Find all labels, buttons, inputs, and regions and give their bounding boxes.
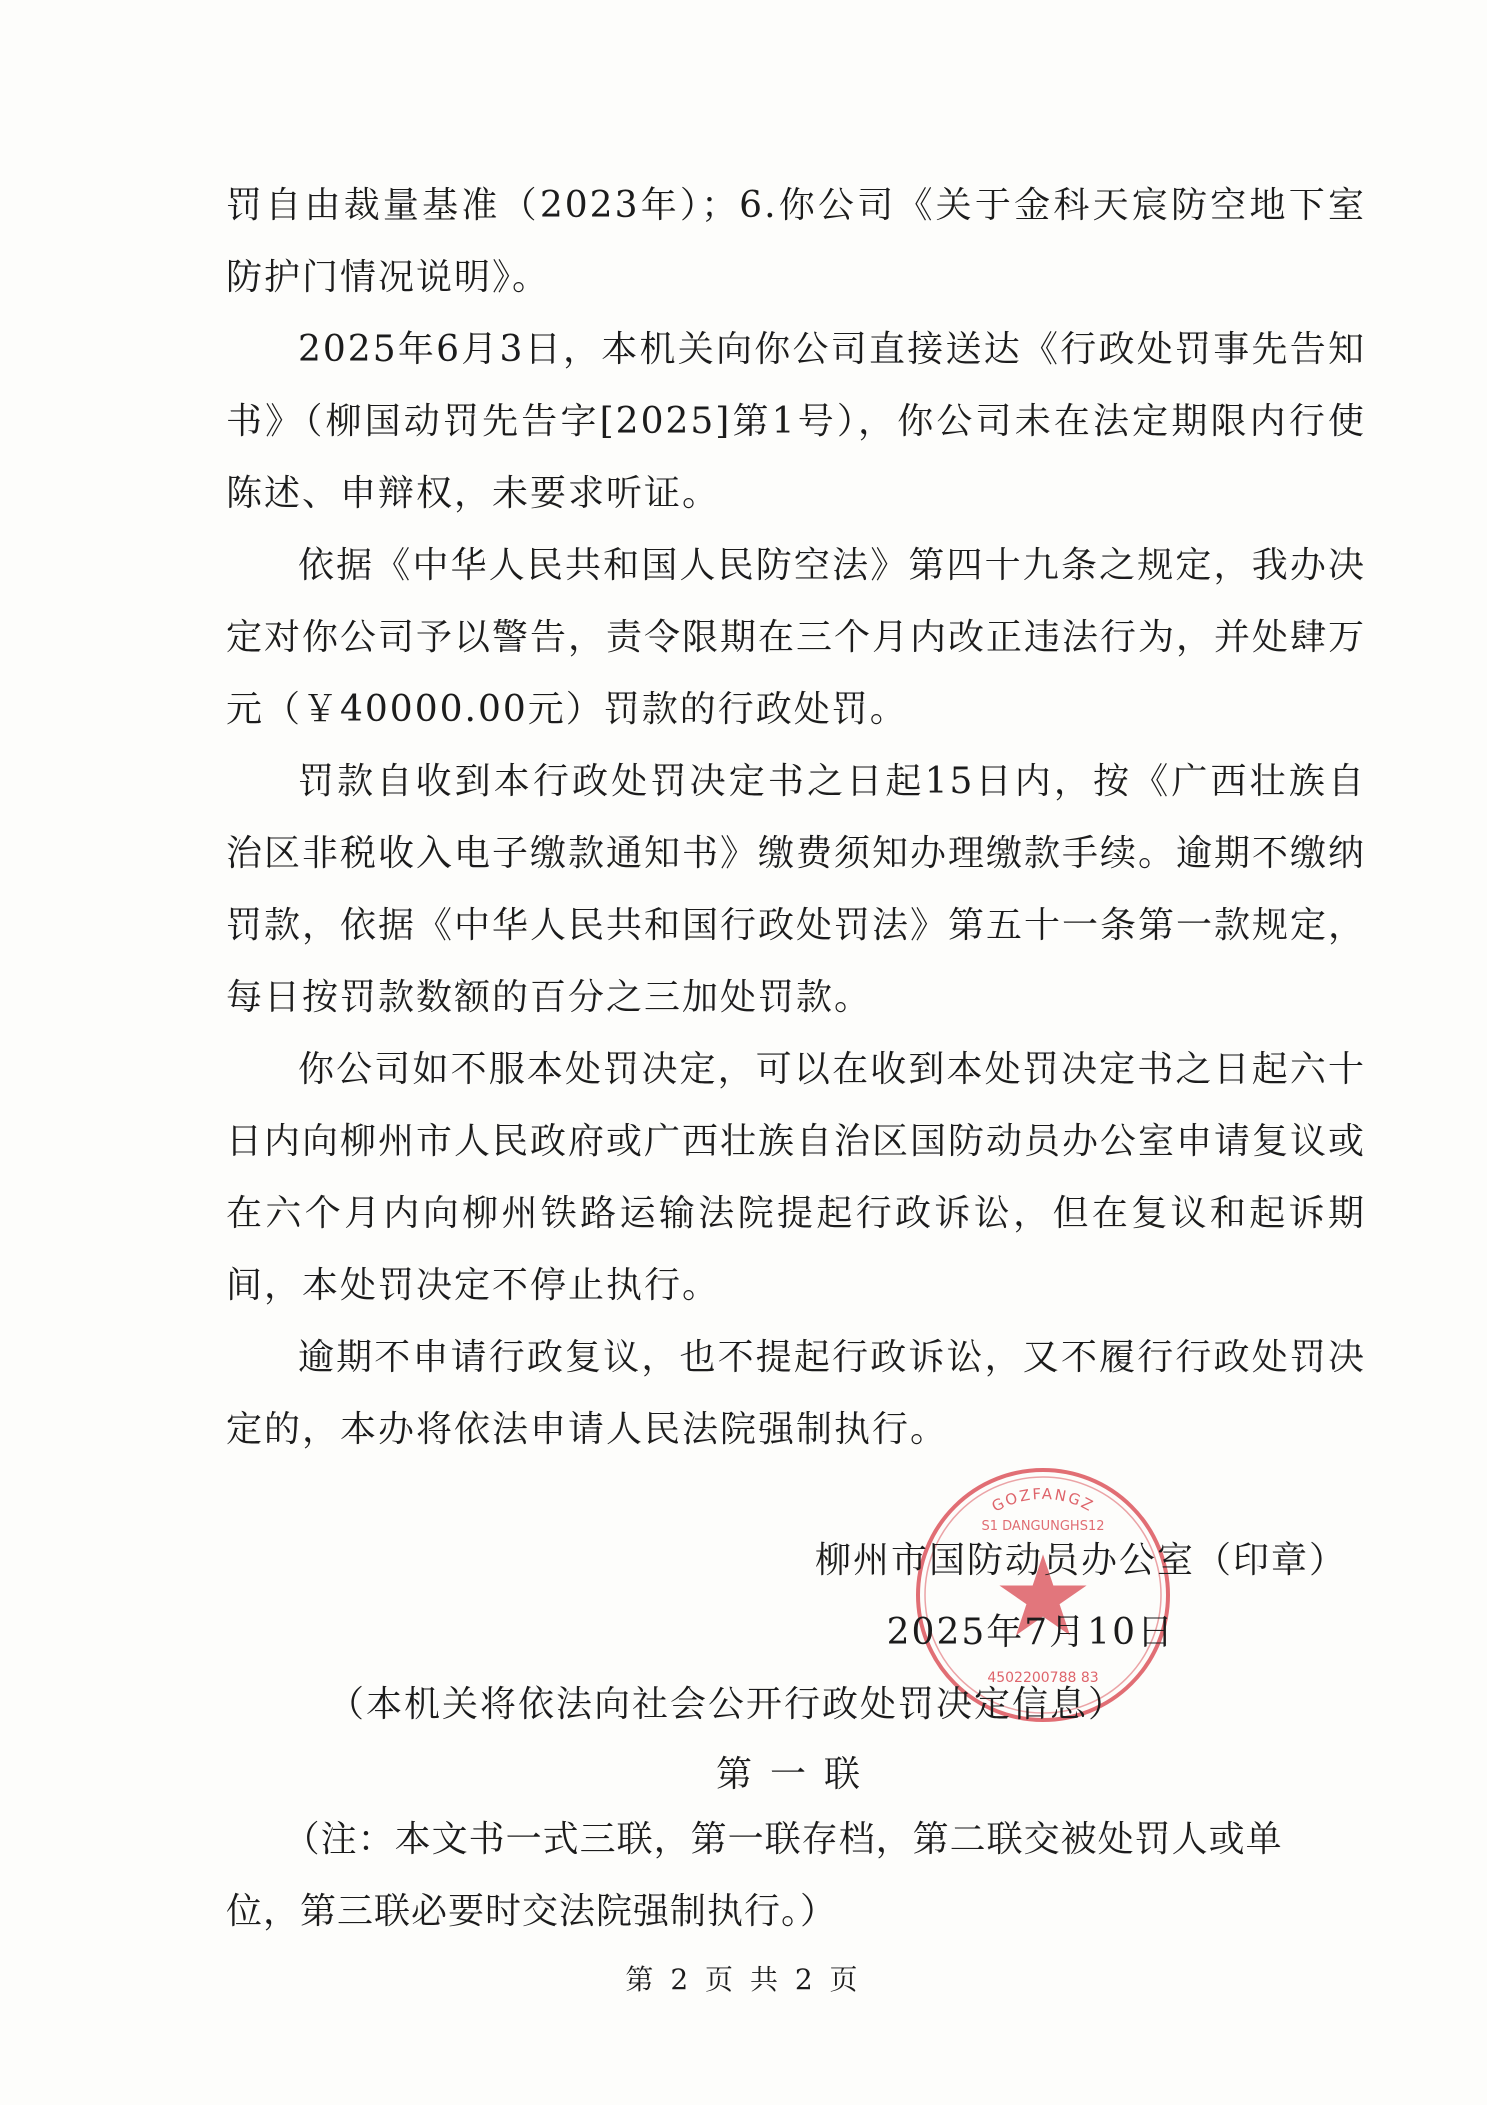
svg-text:GOZFANGZ bbox=[989, 1485, 1098, 1516]
paragraph-payment-terms: 罚款自收到本行政处罚决定书之日起15日内，按《广西壮族自治区非税收入电子缴款通知书》缴费须知办理缴款手续。逾期不缴纳罚款，依据《中华人民共和国行政处罚法》第五十一条第一款规定，每日按罚款数额的百分之三加处罚款。 bbox=[226, 761, 1367, 1018]
seal-middle-text: S1 DANGUNGHS12 bbox=[981, 1519, 1105, 1534]
paragraph-appeal-rights: 你公司如不服本处罚决定，可以在收到本处罚决定书之日起六十日内向柳州市人民政府或广西壮族自治区国防动员办公室申请复议或在六个月内向柳州铁路运输法院提起行政诉讼，但在复议和起诉期间，本处罚决定不停止执行。 bbox=[226, 1049, 1367, 1306]
disclosure-notice: （本机关将依法向社会公开行政处罚决定信息） bbox=[328, 1684, 1127, 1725]
seal-top-text: GOZFANGZ bbox=[988, 1484, 1098, 1516]
copy-distribution-note: （注：本文书一式三联，第一联存档，第二联交被处罚人或单位，第三联必要时交法院强制执行。） bbox=[226, 1819, 1283, 1932]
page-number: 第 2 页 共 2 页 bbox=[625, 1963, 862, 1996]
signature-organization: 柳州市国防动员办公室（印章） bbox=[814, 1540, 1347, 1581]
paragraph-notice-delivery: 2025年6月3日，本机关向你公司直接送达《行政处罚事先告知书》（柳国动罚先告字[2025]第1号），你公司未在法定期限内行使陈述、申辩权，未要求听证。 bbox=[226, 329, 1366, 514]
paragraph-evidence-continuation: 罚自由裁量基准（2023年）；6.你公司《关于金科天宸防空地下室防护门情况说明》。 bbox=[226, 185, 1366, 298]
paragraph-penalty-decision: 依据《中华人民共和国人民防空法》第四十九条之规定，我办决定对你公司予以警告，责令限期在三个月内改正违法行为，并处肆万元（￥40000.00元）罚款的行政处罚。 bbox=[226, 545, 1367, 730]
seal-code-text: 4502200788 83 bbox=[987, 1670, 1099, 1686]
signature-date: 2025年7月10日 bbox=[886, 1612, 1175, 1653]
body-text bbox=[226, 170, 1366, 1466]
copy-label: 第一联 bbox=[716, 1754, 879, 1795]
paragraph-enforcement: 逾期不申请行政复议，也不提起行政诉讼，又不履行行政处罚决定的，本办将依法申请人民法院强制执行。 bbox=[226, 1337, 1366, 1450]
